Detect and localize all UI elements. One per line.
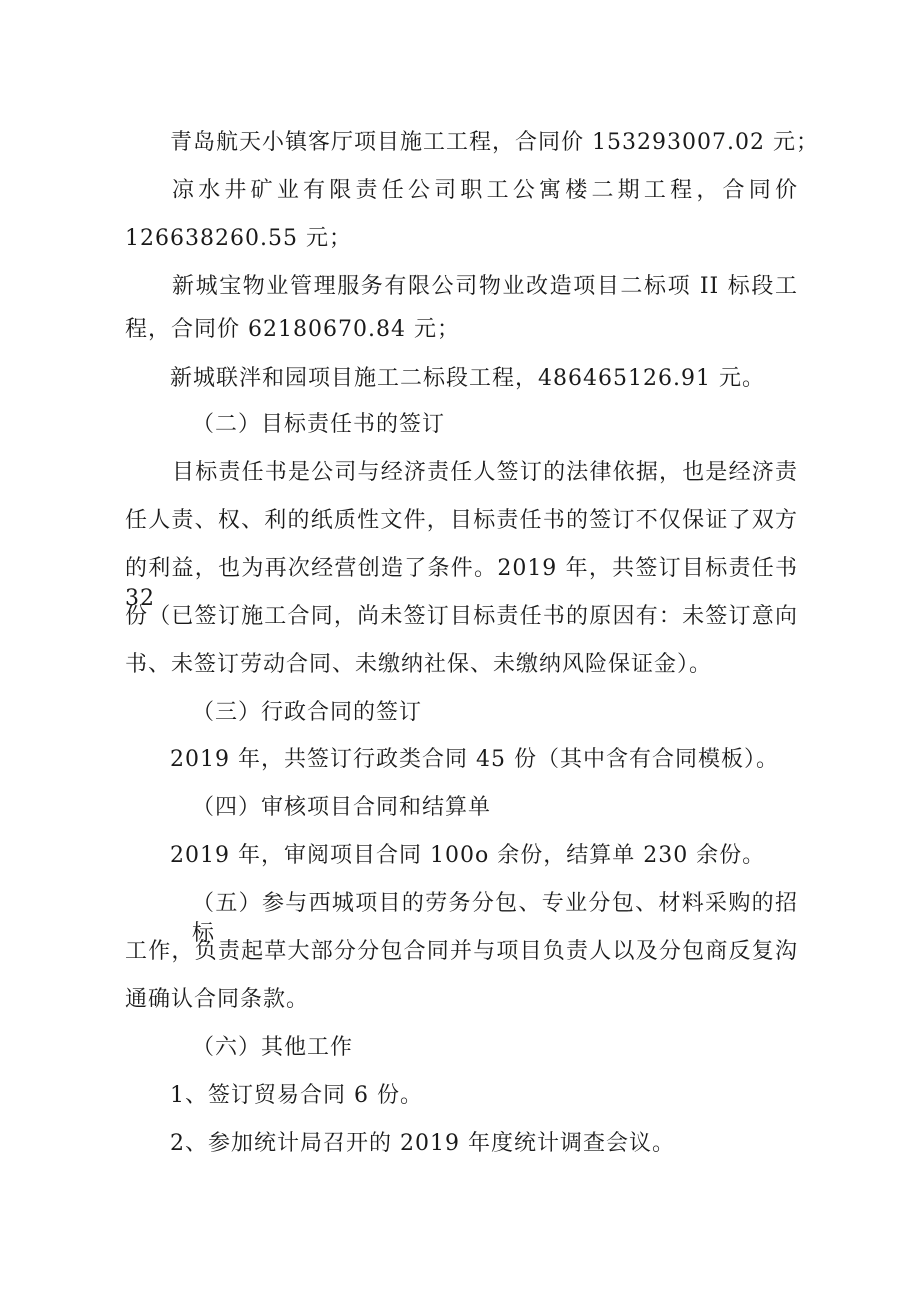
section-2-line-2: 任人责、权、利的纸质性文件，目标责任书的签订不仅保证了双方 [125,508,798,533]
section-2-line-5: 书、未签订劳动合同、未缴纳社保、未缴纳风险保证金）。 [125,652,713,677]
contract-line-2: 凉水井矿业有限责任公司职工公寓楼二期工程，合同价 [172,178,798,203]
contract-line-4: 新城宝物业管理服务有限公司物业改造项目二标项 II 标段工 [172,274,798,299]
section-heading-6: （六）其他工作 [192,1035,354,1060]
section-6-line-1: 1、签订贸易合同 6 份。 [170,1083,423,1108]
section-5-line-3: 通确认合同条款。 [125,987,310,1012]
section-2-line-1: 目标责任书是公司与经济责任人签订的法律依据，也是经济责 [172,460,798,485]
section-5-line-1: （五）参与西城项目的劳务分包、专业分包、材料采购的招标 [192,891,798,946]
section-5-line-2: 工作，负责起草大部分分包合同并与项目负责人以及分包商反复沟 [125,939,798,964]
section-heading-4: （四）审核项目合同和结算单 [192,795,492,820]
section-3-line-1: 2019 年，共签订行政类合同 45 份（其中含有合同模板）。 [170,747,779,772]
contract-line-5: 程，合同价 62180670.84 元； [125,317,460,342]
section-4-line-1: 2019 年，审阅项目合同 100o 余份，结算单 230 余份。 [170,843,766,868]
contract-line-1: 青岛航天小镇客厅项目施工工程，合同价 153293007.02 元； [170,130,819,155]
section-2-line-3: 的利益，也为再次经营创造了条件。2019 年，共签订目标责任书 32 [125,556,798,611]
section-heading-2: （二）目标责任书的签订 [192,412,446,437]
section-2-line-4: 份（已签订施工合同，尚未签订目标责任书的原因有：未签订意向 [125,604,798,629]
section-heading-3: （三）行政合同的签订 [192,700,423,725]
contract-line-3: 126638260.55 元； [125,226,352,251]
contract-line-6: 新城联泮和园项目施工二标段工程，486465126.91 元。 [170,366,765,391]
section-6-line-2: 2、参加统计局召开的 2019 年度统计调查会议。 [170,1131,675,1156]
